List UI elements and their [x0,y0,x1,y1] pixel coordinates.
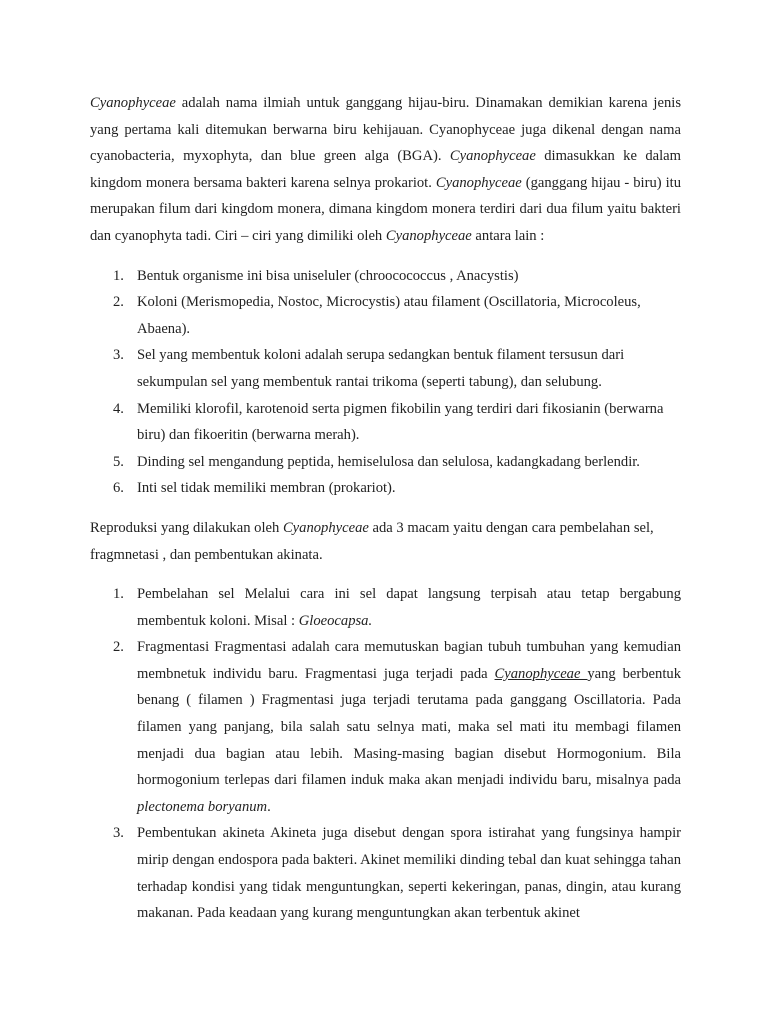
emphasized-text: Cyanophyceae [449,148,536,165]
text-run: yang berbentuk benang ( filamen ) Fragmentasi juga terjadi terutama pada ganggang Oscillatoria. Pada filamen yang panjang, bila salah satu selnya mati, maka sel mati itu membagi filamen menjadi dua bagian atau lebih. Masing-masing bagian disebut Hormogonium. Bila hormogonium terlepas dari filamen induk maka akan menjadi individu baru, misalnya pada [137,665,681,789]
emphasized-text: Cyanophyceae [90,95,176,111]
emphasized-text: Cyanophyceae [385,227,472,244]
text-run: antara lain : [471,227,545,244]
list-item-text: Memiliki klorofil, karotenoid serta pigmen fikobilin yang terdiri dari fikosianin (berwarna biru) dan fikoeritin (berwarna merah). [137,400,664,444]
emphasized-text: Cyanophyceae [435,174,522,191]
text-run: Pembelahan sel Melalui cara ini sel dapat langsung terpisah atau tetap bergabung membentuk koloni. Misal : [137,586,681,629]
characteristics-list [90,263,681,502]
list-item [90,342,681,395]
text-run: dimasukkan ke dalam kingdom monera bersama bakteri karena selnya prokariot. [90,148,681,191]
text-run: adalah nama ilmiah untuk ganggang hijau-biru. Dinamakan demikian karena jenis yang pertama kali ditemukan berwarna biru kehijauan. Cyanophyceae juga dikenal dengan nama cyanobacteria, myxophyta, dan blue green alga (BGA). [90,95,681,165]
list-item-text: Koloni (Merismopedia, Nostoc, Microcystis) atau filament (Oscillatoria, Microcoleus, Abaena). [137,294,641,337]
list-item [90,634,681,820]
list-item-text [137,639,681,815]
list-item [90,820,681,926]
emphasized-text: Cyanophyceae [282,519,369,536]
list-number: 4. [113,400,124,417]
list-number: 3. [113,347,124,364]
text-run: Reproduksi yang dilakukan oleh [90,519,283,536]
list-item [90,581,681,634]
text-run: . [267,798,271,815]
list-number: 6. [113,480,124,497]
list-number: 2. [113,639,124,656]
list-item [90,289,681,342]
list-number: 3. [113,825,124,842]
reproduction-list [90,581,681,927]
list-item [90,475,681,502]
emphasized-text: Gloeocapsa. [298,612,373,629]
intro-paragraph [90,90,681,250]
list-item-text: Inti sel tidak memiliki membran (prokariot). [137,480,396,497]
list-item [90,449,681,476]
list-number: 5. [113,453,124,470]
list-item-text: Bentuk organisme ini bisa uniseluler (chroocococcus , Anacystis) [137,267,519,284]
emphasized-text: plectonema boryanum [137,798,268,815]
emphasized-text: Cyanophyceae [494,665,588,682]
text-run: ada 3 macam yaitu dengan cara pembelahan sel, fragmnetasi , dan pembentukan akinata. [90,519,654,563]
text-run: Pembentukan akineta Akineta juga disebut dengan spora istirahat yang fungsinya hampir mirip dengan endospora pada bakteri. Akinet memiliki dinding tebal dan kuat sehingga tahan terhadap kondisi yang tidak menguntungkan, seperti kekeringan, panas, dingin, atau kurang makanan. Pada keadaan yang kurang menguntungkan akan terbentuk akinet [137,825,681,922]
text-run: Fragmentasi Fragmentasi adalah cara memutuskan bagian tubuh tumbuhan yang kemudian membnetuk individu baru. Fragmentasi juga terjadi pada [137,639,681,682]
document-page [90,90,681,940]
list-number: 1. [113,586,124,603]
reproduction-intro-paragraph [90,515,681,568]
list-item-text [137,825,681,921]
list-item [90,263,681,290]
list-number: 1. [113,267,124,284]
text-run: (ganggang hijau - biru) itu merupakan filum dari kingdom monera, dimana kingdom monera terdiri dari dua filum yaitu bakteri dan cyanophyta tadi. Ciri – ciri yang dimiliki oleh [90,174,682,244]
list-item-text: Dinding sel mengandung peptida, hemiselulosa dan selulosa, kadangkadang berlendir. [137,453,640,470]
list-number: 2. [113,294,124,311]
list-item [90,396,681,449]
list-item-text: Sel yang membentuk koloni adalah serupa sedangkan bentuk filament tersusun dari sekumpulan sel yang membentuk rantai trikoma (seperti tabung), dan selubung. [137,347,625,390]
list-item-text [137,586,681,629]
